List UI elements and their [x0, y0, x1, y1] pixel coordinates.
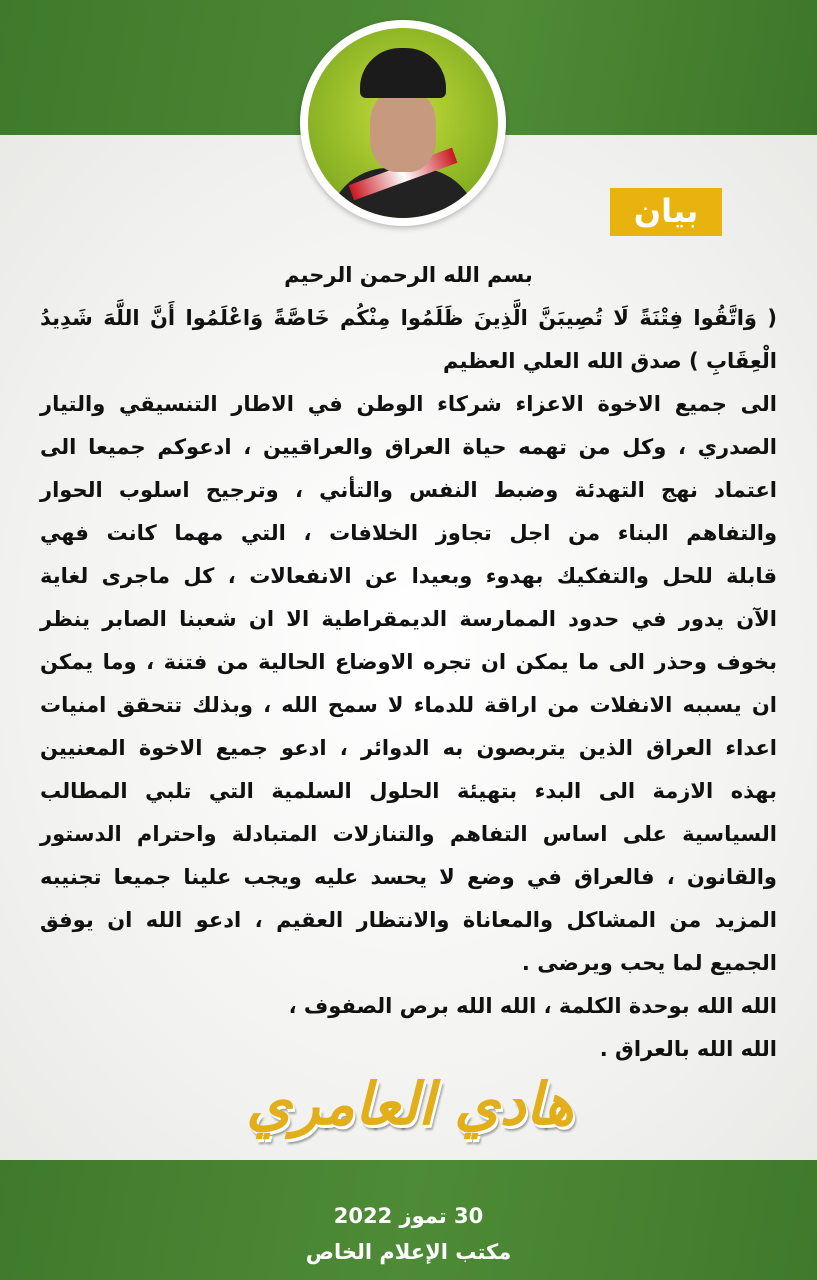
text-line: الى جميع الاخوة الاعزاء شركاء الوطن في الاطار التنسيقي والتيار — [40, 392, 777, 416]
text-line: قابلة للحل والتفكيك بهدوء وبعيدا عن الانفعالات ، كل ماجرى لغاية — [40, 564, 777, 588]
signature-calligraphy: هادي العامري — [246, 1070, 574, 1138]
text-line: بهذه الازمة الى البدء بتهيئة الحلول السلمية التي تلبي المطالب — [40, 779, 777, 803]
text-line: ان يسببه الانفلات من اراقة للدماء لا سمح الله ، وبذلك تتحقق امنيات — [40, 693, 777, 717]
statement-badge: بيان — [610, 188, 722, 236]
issuing-office: مكتب الإعلام الخاص — [305, 1240, 512, 1264]
text-line: الْعِقَابِ ) صدق الله العلي العظيم — [443, 349, 777, 373]
portrait-photo — [300, 20, 506, 226]
portrait-image — [308, 28, 498, 218]
text-line: الجميع لما يحب ويرضى . — [521, 951, 777, 975]
text-line: والقانون ، فالعراق في وضع لا يحسد عليه ويجب علينا جميعا تجنيبه — [40, 865, 777, 889]
text-line: الصدري ، وكل من تهمه حياة العراق والعراقيين ، ادعوكم جميعا الى — [40, 435, 777, 459]
portrait-face — [370, 90, 436, 172]
text-line: المزيد من المشاكل والمعاناة والانتظار العقيم ، ادعو الله ان يوفق — [40, 908, 777, 932]
statement-date: 30 تموز 2022 — [333, 1204, 484, 1228]
text-line: الآن يدور في حدود الممارسة الديمقراطية الا ان شعبنا الصابر ينظر — [40, 607, 777, 631]
text-line: الله الله بالعراق . — [599, 1037, 777, 1061]
text-line: اعداء العراق الذين يتربصون به الدوائر ، ادعو جميع الاخوة المعنيين — [40, 736, 777, 760]
text-line: والتفاهم البناء من اجل تجاوز الخلافات ، التي مهما كانت فهي — [40, 521, 777, 545]
basmala: بسم الله الرحمن الرحيم — [284, 263, 533, 287]
portrait-cap — [360, 48, 446, 98]
text-line: بخوف وحذر الى ما يمكن ان تجره الاوضاع الحالية من فتنة ، وما يمكن — [40, 650, 777, 674]
text-line: الله الله بوحدة الكلمة ، الله الله برص الصفوف ، — [288, 994, 777, 1018]
statement-text — [40, 254, 777, 1071]
text-line: اعتماد نهج التهدئة وضبط النفس والتأني ، وترجيح اسلوب الحوار — [40, 478, 777, 502]
text-line: السياسية على اساس التفاهم والتنازلات المتبادلة واحترام الدستور — [40, 822, 777, 846]
text-line: ( وَاتَّقُوا فِتْنَةً لَا تُصِيبَنَّ الَّذِينَ ظَلَمُوا مِنْكُم خَاصَّةً وَاعْلَمُوا أَنَّ اللَّهَ شَدِيدُ — [40, 306, 777, 330]
